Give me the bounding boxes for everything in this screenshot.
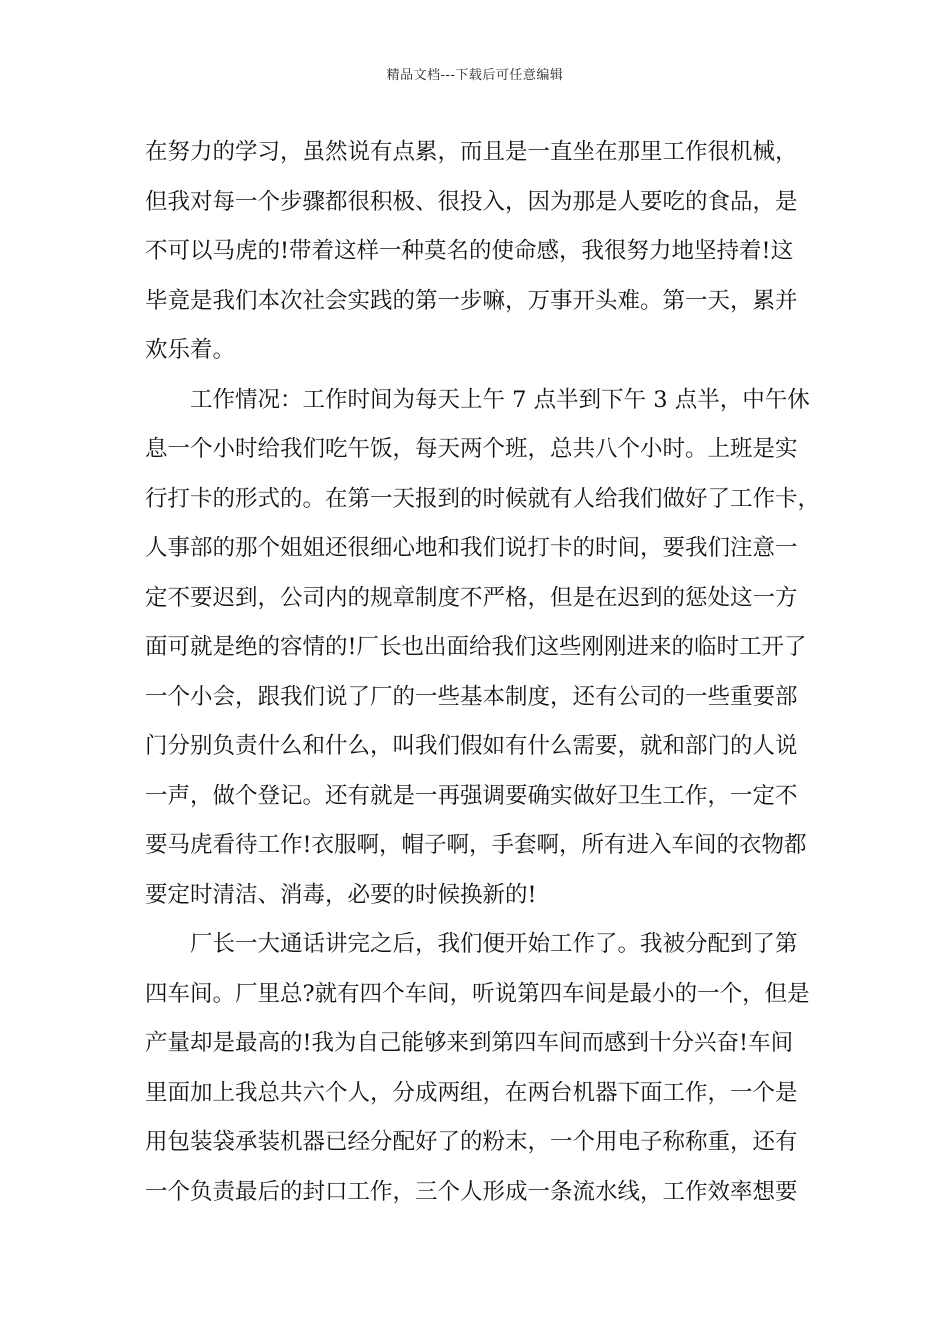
text-line: 一个负责最后的封口工作，三个人形成一条流水线，工作效率想要 (145, 1178, 798, 1205)
text-line: 一个小会，跟我们说了厂的一些基本制度，还有公司的一些重要部 (145, 683, 798, 710)
text-line: 欢乐着。 (145, 337, 236, 363)
text-line: 门分别负责什么和什么，叫我们假如有什么需要，就和部门的人说 (145, 733, 798, 759)
text-line: 毕竟是我们本次社会实践的第一步嘛，万事开头难。第一天，累并 (145, 287, 798, 314)
text-line: 用包装袋承装机器已经分配好了的粉末，一个用电子称称重，还有 (145, 1129, 798, 1155)
text-line: 要定时清洁、消毒，必要的时候换新的! (145, 881, 537, 908)
text-line: 四车间。厂里总?就有四个车间，听说第四车间是最小的一个，但是 (145, 980, 810, 1007)
text-line: 里面加上我总共六个人，分成两组，在两台机器下面工作，一个是 (145, 1079, 798, 1106)
text-line: 人事部的那个姐姐还很细心地和我们说打卡的时间，要我们注意一 (145, 535, 798, 561)
text-line: 不可以马虎的!带着这样一种莫名的使命感，我很努力地坚持着!这 (145, 238, 794, 264)
text-line: 但我对每一个步骤都很积极、很投入，因为那是人要吃的食品，是 (145, 188, 798, 215)
text-line: 工作情况：工作时间为每天上午 7 点半到下午 3 点半，中午休 (190, 386, 810, 413)
text-line: 厂长一大通话讲完之后，我们便开始工作了。我被分配到了第 (190, 931, 798, 957)
text-line: 定不要迟到，公司内的规章制度不严格，但是在迟到的惩处这一方 (145, 584, 798, 611)
text-line: 在努力的学习，虽然说有点累，而且是一直坐在那里工作很机械， (145, 139, 798, 165)
text-line: 一声，做个登记。还有就是一再强调要确实做好卫生工作，一定不 (145, 782, 798, 809)
text-line: 产量却是最高的!我为自己能够来到第四车间而感到十分兴奋!车间 (145, 1030, 794, 1056)
page-header: 精品文档---下载后可任意编辑 (386, 68, 564, 83)
text-line: 面可就是绝的容情的!厂长也出面给我们这些刚刚进来的临时工开了 (145, 634, 807, 660)
text-line: 行打卡的形式的。在第一天报到的时候就有人给我们做好了工作卡， (145, 485, 821, 512)
document-body (145, 128, 825, 1217)
text-line: 要马虎看待工作!衣服啊，帽子啊，手套啊，所有进入车间的衣物都 (145, 832, 807, 858)
text-line: 息一个小时给我们吃午饭，每天两个班，总共八个小时。上班是实 (145, 436, 798, 462)
